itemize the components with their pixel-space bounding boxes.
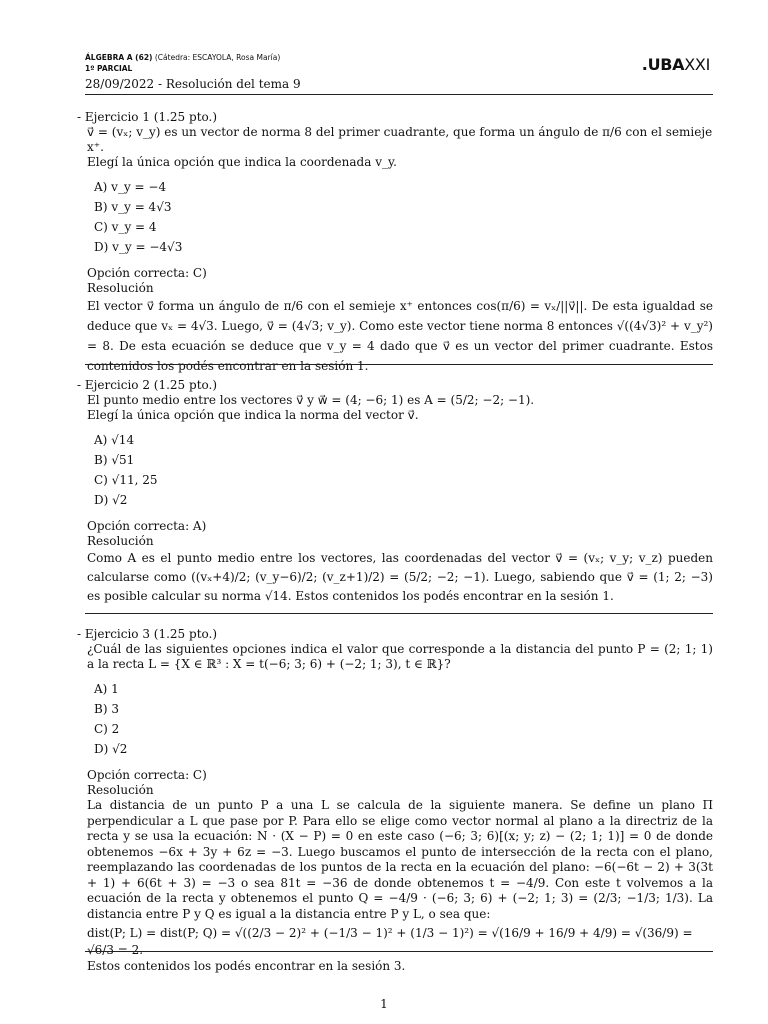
option-b: B) √51 (94, 453, 135, 467)
correct-option: Opción correcta: C) (87, 266, 207, 280)
option-a: A) 1 (94, 682, 119, 696)
divider (85, 951, 713, 952)
uba-xxi-logo: .UBAXXI (641, 55, 710, 74)
option-d: D) √2 (94, 742, 128, 756)
option-a: A) v_y = −4 (94, 180, 167, 194)
option-c: C) v_y = 4 (94, 220, 157, 234)
header-rule (85, 94, 713, 95)
resolution-closing: Estos contenidos los podés encontrar en la sesión 3. (87, 959, 406, 973)
correct-option: Opción correcta: C) (87, 768, 207, 782)
exercise-statement: v⃗ = (vₓ; v_y) es un vector de norma 8 del primer cuadrante, que forma un ángulo de π/6 con el semieje x⁺. (87, 125, 713, 154)
option-b: B) v_y = 4√3 (94, 200, 172, 214)
exercise-statement: ¿Cuál de las siguientes opciones indica el valor que corresponde a la distancia del punto P = (2; 1; 1) a la recta L = {X ∈ ℝ³ : X = t(−6; 3; 6) + (−2; 1; 3), t ∈ ℝ}? (87, 642, 713, 671)
exercise-question: Elegí la única opción que indica la coordenada v_y. (87, 155, 397, 169)
option-c: C) 2 (94, 722, 120, 736)
exercise-3 (77, 627, 713, 974)
divider (85, 613, 713, 614)
resolution-label: Resolución (87, 783, 154, 797)
exercise-title: - Ejercicio 2 (1.25 pto.) (77, 378, 218, 392)
page-title: 28/09/2022 - Resolución del tema 9 (85, 77, 301, 91)
option-d: D) v_y = −4√3 (94, 240, 183, 254)
course-name: ÁLGEBRA A (62) (85, 53, 153, 62)
exam-label: 1º PARCIAL (85, 64, 133, 73)
course-chair: (Cátedra: ESCAYOLA, Rosa María) (154, 53, 281, 62)
option-a: A) √14 (94, 433, 135, 447)
resolution-label: Resolución (87, 534, 154, 548)
divider (85, 364, 713, 365)
exercise-statement: El punto medio entre los vectores v⃗ y w⃗ = (4; −6; 1) es A = (5/2; −2; −1). (87, 393, 535, 407)
resolution-text: Como A es el punto medio entre los vectores, las coordenadas del vector v⃗ = (vₓ; v_y; v_z) pueden calcularse como ((vₓ+4)/2; (v_y−6)/2; (v_z+1)/2) = (5/2; −2; −1). Luego, sabiendo que v⃗ = (1; 2; −3) es posible calcular su norma √14. Estos contenidos los podés encontrar en la sesión 1. (87, 551, 713, 603)
course-header (85, 53, 280, 62)
resolution-text: La distancia de un punto P a una L se calcula de la siguiente manera. Se define un plano Π perpendicular a L que pase por P. Para ello se elige como vector normal al plano a la directriz de la recta y se usa la ecuación: N · (X − P) = 0 en este caso (−6; 3; 6)[(x; y; z) − (2; 1; 1)] = 0 de donde obtenemos −6x + 3y + 6z = −3. Luego buscamos el punto de intersección de la recta con el plano, reemplazando las coordenadas de los puntos de la recta en la ecuación del plano: −6(−6t − 2) + 3(3t + 1) + 6(6t + 3) = −3 o sea 81t = −36 de donde obtenemos t = −4/9. Con este t volvemos a la ecuación de la recta y obtenemos el punto Q = −4/9 · (−6; 3; 6) + (−2; 1; 3) = (2/3; −1/3; 1/3). La distancia entre P y Q es igual a la distancia entre P y L, o sea que: (87, 798, 713, 921)
exercise-question: Elegí la única opción que indica la norma del vector v⃗. (87, 408, 419, 422)
exercise-title: - Ejercicio 3 (1.25 pto.) (77, 627, 218, 641)
distance-formula: dist(P; L) = dist(P; Q) = √((2/3 − 2)² + (−1/3 − 1)² + (1/3 − 1)²) = √(16/9 + 16/9 + 4/9) = √(36/9) = √6/3 = 2. (87, 926, 693, 957)
resolution-label: Resolución (87, 281, 154, 295)
exercise-title: - Ejercicio 1 (1.25 pto.) (77, 110, 218, 124)
option-b: B) 3 (94, 702, 119, 716)
page-number: 1 (380, 997, 388, 1011)
option-d: D) √2 (94, 493, 128, 507)
correct-option: Opción correcta: A) (87, 519, 207, 533)
exercise-1 (77, 110, 713, 376)
exercise-2 (77, 378, 713, 606)
resolution-text: El vector v⃗ forma un ángulo de π/6 con el semieje x⁺ entonces cos(π/6) = vₓ/||v⃗||. De esta igualdad se deduce que vₓ = 4√3. Luego, v⃗ = (4√3; v_y). Como este vector tiene norma 8 entonces √((4√3)² + v_y²) = 8. De esta ecuación se deduce que v_y = 4 dado que v⃗ es un vector del primer cuadrante. Estos contenidos los podés encontrar en la sesión 1. (87, 299, 713, 373)
option-c: C) √11, 25 (94, 473, 158, 487)
